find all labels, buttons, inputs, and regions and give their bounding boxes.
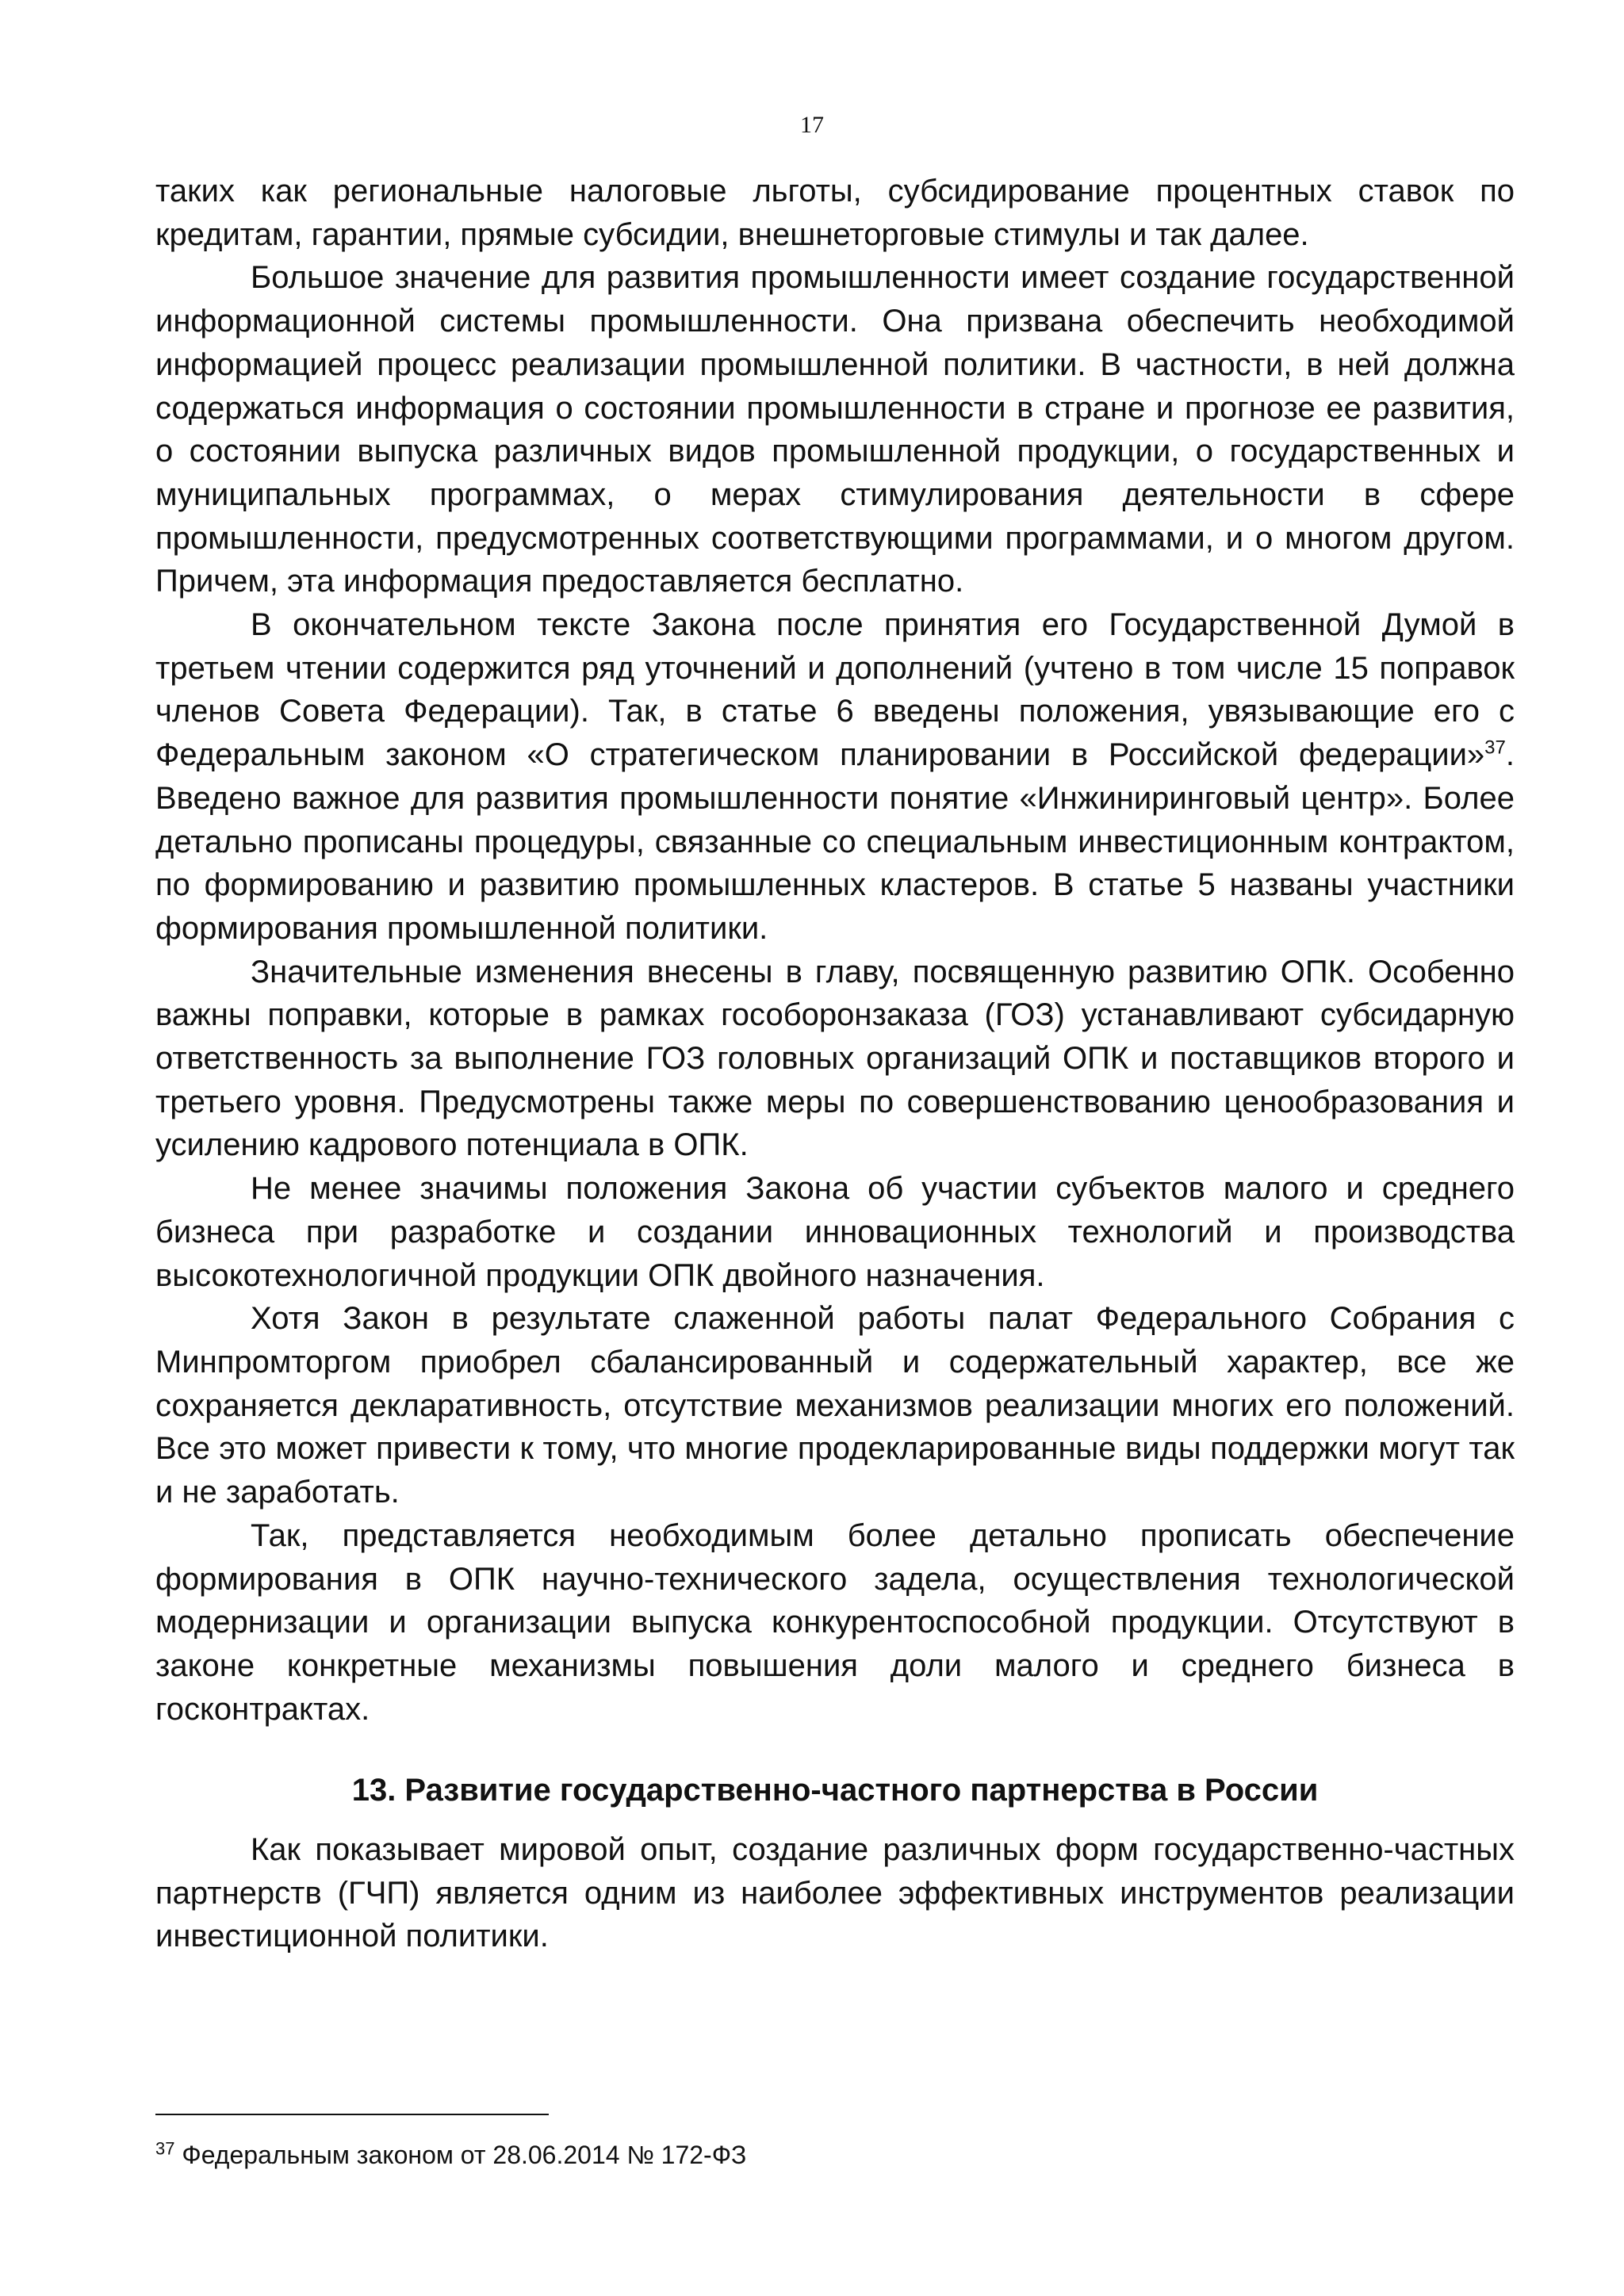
paragraph-final-law-text <box>155 603 1515 951</box>
section-heading: 13. Развитие государственно-частного партнерства в России <box>351 1773 1319 1808</box>
paragraph-ppp-intro: Как показывает мировой опыт, создание различных форм государственно-частных партнерств (ГЧП) является одним из наиболее эффективных инструментов реализации инвестиционной политики. <box>155 1832 1515 1954</box>
paragraph-text-after-footnote: . Введено важное для развития промышленности понятие «Инжиниринговый центр». Более детально прописаны процедуры, связанные со специальным инвестиционным контрактом, по формированию и развитию промышленных кластеров. В статье 5 названы участники формирования промышленной политики. <box>155 737 1515 946</box>
paragraph-declarative: Хотя Закон в результате слаженной работы палат Федерального Собрания с Минпромторгом приобрел сбалансированный и содержательный характер, все же сохраняется декларативность, отсутствие механизмов реализации многих его положений. Все это может привести к тому, что многие продекларированные виды поддержки могут так и не заработать. <box>155 1301 1515 1510</box>
paragraph-continuation: таких как региональные налоговые льготы, субсидирование процентных ставок по кредитам, гарантии, прямые субсидии, внешнеторговые стимулы и так далее. <box>155 174 1515 252</box>
document-body <box>155 170 1515 1958</box>
footnote-reference: 37 <box>1484 737 1506 759</box>
paragraph-opk-changes: Значительные изменения внесены в главу, посвященную развитию ОПК. Особенно важны поправки, которые в рамках гособоронзаказа (ГОЗ) устанавливают субсидарную ответственность за выполнение ГОЗ головных организаций ОПК и поставщиков второго и третьего уровня. Предусмотрены также меры по совершенствованию ценообразования и усилению кадрового потенциала в ОПК. <box>155 954 1515 1163</box>
footnote-text: Федеральным законом от 28.06.2014 № 172-ФЗ <box>182 2141 747 2169</box>
footnote-marker: 37 <box>155 2138 175 2159</box>
footnote <box>155 2139 1515 2171</box>
paragraph-text-before-footnote: В окончательном тексте Закона после принятия его Государственной Думой в третьем чтении содержится ряд уточнений и дополнений (учтено в том числе 15 поправок членов Совета Федерации). Так, в статье 6 введены положения, увязывающие его с Федеральным законом «О стратегическом планировании в Российской федерации» <box>155 607 1515 773</box>
paragraph-small-business: Не менее значимы положения Закона об участии субъектов малого и среднего бизнеса при разработке и создании инновационных технологий и производства высокотехнологичной продукции ОПК двойного назначения. <box>155 1171 1515 1293</box>
paragraph-information-system: Большое значение для развития промышленности имеет создание государственной информационной системы промышленности. Она призвана обеспечить необходимой информацией процесс реализации промышленной политики. В частности, в ней должна содержаться информация о состоянии промышленности в стране и прогнозе ее развития, о состоянии выпуска различных видов промышленной продукции, о государственных и муниципальных программах, о мерах стимулирования деятельности в сфере промышленности, предусмотренных соответствующими программами, и о многом другом. Причем, эта информация предоставляется бесплатно. <box>155 260 1515 599</box>
page-number: 17 <box>800 112 824 138</box>
paragraph-recommendations: Так, представляется необходимым более детально прописать обеспечение формирования в ОПК научно-технического задела, осуществления технологической модернизации и организации выпуска конкурентоспособной продукции. Отсутствуют в законе конкретные механизмы повышения доли малого и среднего бизнеса в госконтрактах. <box>155 1517 1515 1727</box>
footnote-divider <box>155 2114 549 2115</box>
